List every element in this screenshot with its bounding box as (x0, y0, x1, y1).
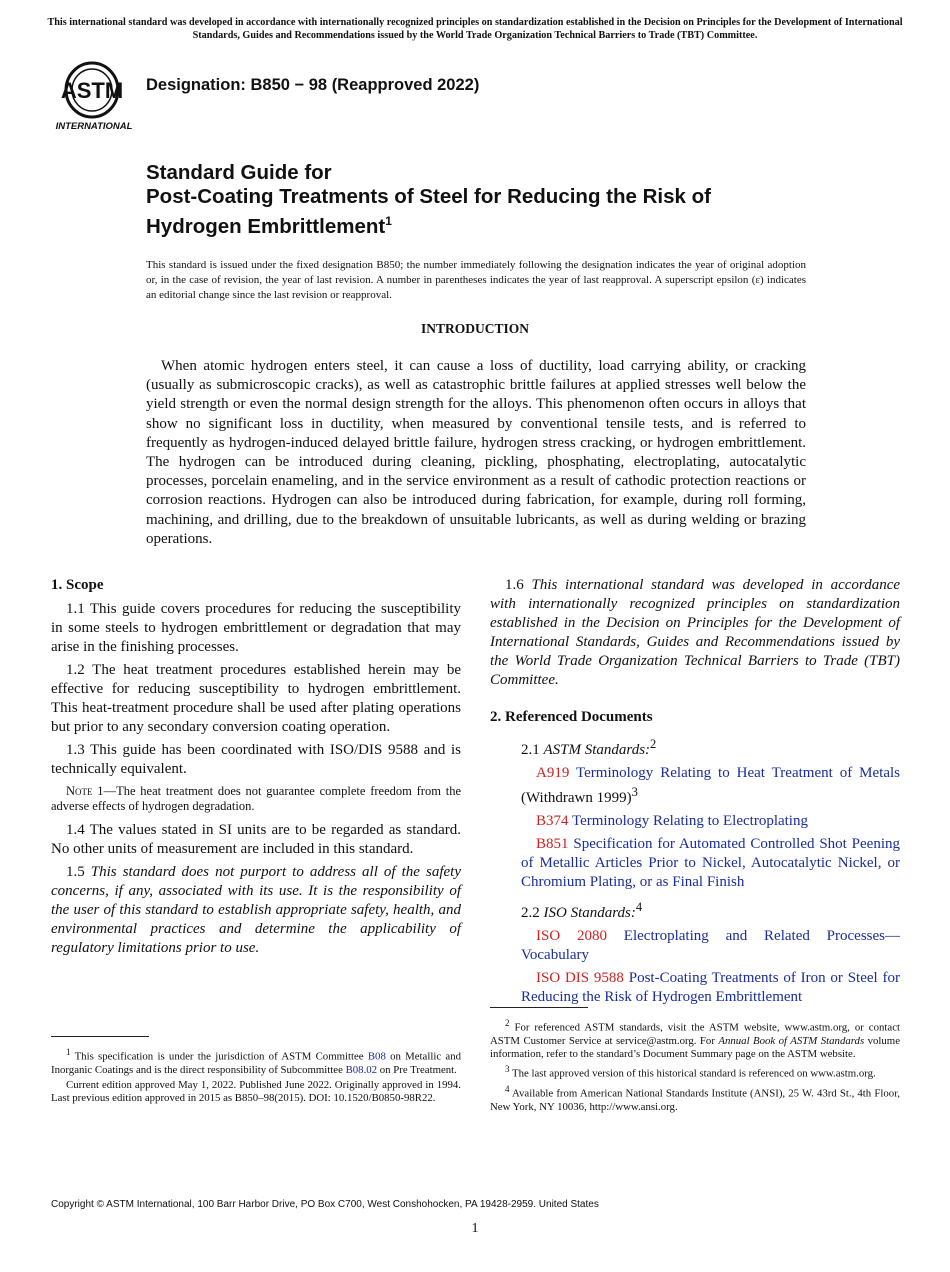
ref-a919[interactable] (490, 764, 900, 808)
ref-b374[interactable] (490, 812, 900, 831)
subcommittee-b08-02-link[interactable]: B08.02 (345, 1063, 378, 1076)
note-text: —The heat treatment does not guarantee complete freedom from the adverse effects of hydrogen degradation. (51, 784, 461, 813)
para-1-6-number: 1.6 (505, 577, 524, 593)
edition-note: Current edition approved May 1, 2022. Published June 2022. Originally approved in 1994. Last previous edition approved in 2015 as B850–98(2015). DOI: 10.1520/B0850-98R22. (51, 1079, 461, 1105)
astm-logo (54, 58, 134, 132)
para-1-6 (490, 576, 900, 690)
para-1-5 (51, 863, 461, 958)
right-column (490, 576, 900, 1011)
footnote-2-text-b: volume information, refer to the standard’s Document Summary page on the ASTM website. (490, 1034, 900, 1060)
title-line-1: Standard Guide for (146, 161, 332, 184)
introduction-body: When atomic hydrogen enters steel, it can cause a loss of ductility, load carrying ability, or cracking (usually as submicroscopic cracks), as well as catastrophic brittle failures at applied stresses well below the yield strength or even the normal design strength for the alloys. This phenomenon often occurs in alloys that show no significant loss in ductility, when measured by conventional tensile tests, and is referred to frequently as hydrogen-induced delayed brittle failure, hydrogen stress cracking, or hydrogen embrittlement. The hydrogen can be introduced during cleaning, pickling, phosphating, electroplating, autocatalytic processes, porcelain enameling, and in the service environment as a result of cathodic protection reactions or corrosion reactions. Hydrogen can also be introduced during fabrication, for example, during roll forming, machining, and drilling, due to the breakdown of unsuitable lubricants, as well as during welding or brazing operations. (146, 358, 806, 547)
title-footnote-mark: 1 (385, 214, 392, 228)
ref-iso-dis-9588[interactable] (490, 969, 900, 1007)
left-column (51, 576, 461, 962)
ref-code[interactable]: ISO 2080 (536, 928, 607, 944)
document-title (146, 161, 866, 239)
footnote-1-text-a: This specification is under the jurisdiction of ASTM Committee (74, 1050, 364, 1063)
ref-mark: 3 (631, 785, 638, 799)
title-line-3: Hydrogen Embrittlement (146, 214, 386, 238)
para-1-2: 1.2 The heat treatment procedures established herein may be effective for reducing susceptibility to hydrogen embrittlement. This heat-treatment procedure shall be used after plating operations but prior to any secondary conversion coating operation. (51, 662, 461, 735)
designation: Designation: B850 − 98 (Reapproved 2022) (146, 76, 480, 94)
logo-subtext: INTERNATIONAL (55, 121, 133, 132)
ref-code[interactable]: ISO DIS 9588 (536, 970, 624, 986)
footnote-4-mark: 4 (505, 1084, 510, 1094)
footnote-2-text-a: For referenced ASTM standards, visit the ASTM website, www.astm.org, or contact ASTM Customer Service at service@astm.org. For (490, 1021, 900, 1047)
para-1-6-text: This international standard was developed in accordance with internationally recognized principles on standardization established in the Decision on Principles for the Development of International Standards, Guides and Recommendations issued by the World Trade Organization Technical Barriers to Trade (TBT) Committee. (490, 577, 901, 688)
footnote-2 (490, 1017, 900, 1061)
iso-label-number: 2.2 (521, 905, 540, 921)
note-label: Note 1 (66, 784, 104, 798)
copyright: Copyright © ASTM International, 100 Barr Harbor Drive, PO Box C700, West Conshohocken, PA 19428-2959. United States (51, 1199, 599, 1210)
para-1-5-number: 1.5 (66, 864, 85, 880)
para-1-5-text: This standard does not purport to address all of the safety concerns, if any, associated with its use. It is the responsibility of the user of this standard to establish appropriate safety, health, and environmental practices and determine the applicability of regulatory limitations prior to use. (51, 864, 461, 956)
ref-iso-2080[interactable] (490, 927, 900, 965)
footnote-1 (51, 1046, 461, 1077)
para-1-3: 1.3 This guide has been coordinated with ISO/DIS 9588 and is technically equivalent. (51, 742, 461, 777)
logo-text: ASTM (60, 78, 124, 103)
introduction-heading: INTRODUCTION (420, 321, 529, 336)
astm-label-number: 2.1 (521, 742, 540, 758)
ref-title[interactable]: Post-Coating Treatments of Iron or Steel for Reducing the Risk of Hydrogen Embrittlement (521, 970, 900, 1005)
title-line-2: Post-Coating Treatments of Steel for Reducing the Risk of (146, 185, 711, 208)
scope-heading: 1. Scope (51, 577, 104, 593)
footnote-2-mark: 2 (505, 1018, 510, 1028)
ref-code[interactable]: B851 (536, 836, 569, 852)
footnotes-left (51, 1046, 461, 1107)
ref-title[interactable]: Electroplating and Related Processes—Vocabulary (521, 928, 900, 963)
iso-standards-label (490, 898, 900, 923)
ref-title[interactable]: Terminology Relating to Heat Treatment of Metals (576, 765, 900, 781)
ref-b851[interactable] (490, 835, 900, 892)
ref-title[interactable]: Specification for Automated Controlled Shot Peening of Metallic Articles Prior to Nickel, Autocatalytic Nickel, or Chromium Plating, or as Final Finish (521, 836, 900, 890)
ref-code[interactable]: A919 (536, 765, 570, 781)
committee-b08-link[interactable]: B08 (367, 1050, 386, 1063)
footnote-3-text: The last approved version of this historical standard is referenced on www.astm.org. (512, 1067, 876, 1080)
page-number: 1 (471, 1221, 479, 1236)
footnote-3-mark: 3 (505, 1064, 510, 1075)
footnote-4 (490, 1083, 900, 1114)
footnote-2-italic: Annual Book of ASTM Standards (718, 1034, 865, 1047)
iso-label-text: ISO Standards: (543, 905, 636, 921)
footnote-1-text-c: on Pre Treatment. (379, 1063, 457, 1076)
issued-note: This standard is issued under the fixed designation B850; the number immediately following the designation indicates the year of original adoption or, in the case of revision, the year of last revision. A number in parentheses indicates the year of last reapproval. A superscript epsilon (ε) indicates an editorial change since the last revision or reapproval. (146, 259, 806, 301)
referenced-documents-heading: 2. Referenced Documents (490, 709, 653, 725)
iso-label-mark: 4 (635, 900, 643, 914)
footnote-3 (490, 1063, 900, 1081)
top-notice: This international standard was developed in accordance with internationally recognized principles on standardization established in the Decision on Principles for the Development of International Standards, Guides and Recommendations issued by the World Trade Organization Technical Barriers to Trade (TBT) Committee. (47, 17, 903, 41)
ref-extra: (Withdrawn 1999) (521, 790, 632, 806)
note-1 (51, 784, 461, 814)
footnote-rule-left (51, 1036, 149, 1037)
ref-code[interactable]: B374 (536, 813, 569, 829)
footnote-rule-right (490, 1007, 588, 1008)
footnotes-right (490, 1017, 900, 1116)
para-1-1: 1.1 This guide covers procedures for reducing the susceptibility in some steels to hydrogen embrittlement or degradation that may arise in the finishing processes. (51, 601, 461, 655)
para-1-4: 1.4 The values stated in SI units are to be regarded as standard. No other units of measurement are included in this standard. (51, 822, 461, 857)
footnote-1-mark: 1 (66, 1047, 71, 1057)
astm-label-text: ASTM Standards: (543, 742, 651, 758)
footnote-4-text: Available from American National Standards Institute (ANSI), 25 W. 43rd St., 4th Floor, New York, NY 10036, http://www.ansi.org. (490, 1087, 900, 1113)
astm-standards-label (490, 735, 900, 760)
ref-title[interactable]: Terminology Relating to Electroplating (572, 813, 808, 829)
footnote-1-text-b: on Metallic and Inorganic Coatings and is the direct responsibility of Subcommittee (51, 1050, 461, 1076)
astm-label-mark: 2 (650, 737, 657, 751)
